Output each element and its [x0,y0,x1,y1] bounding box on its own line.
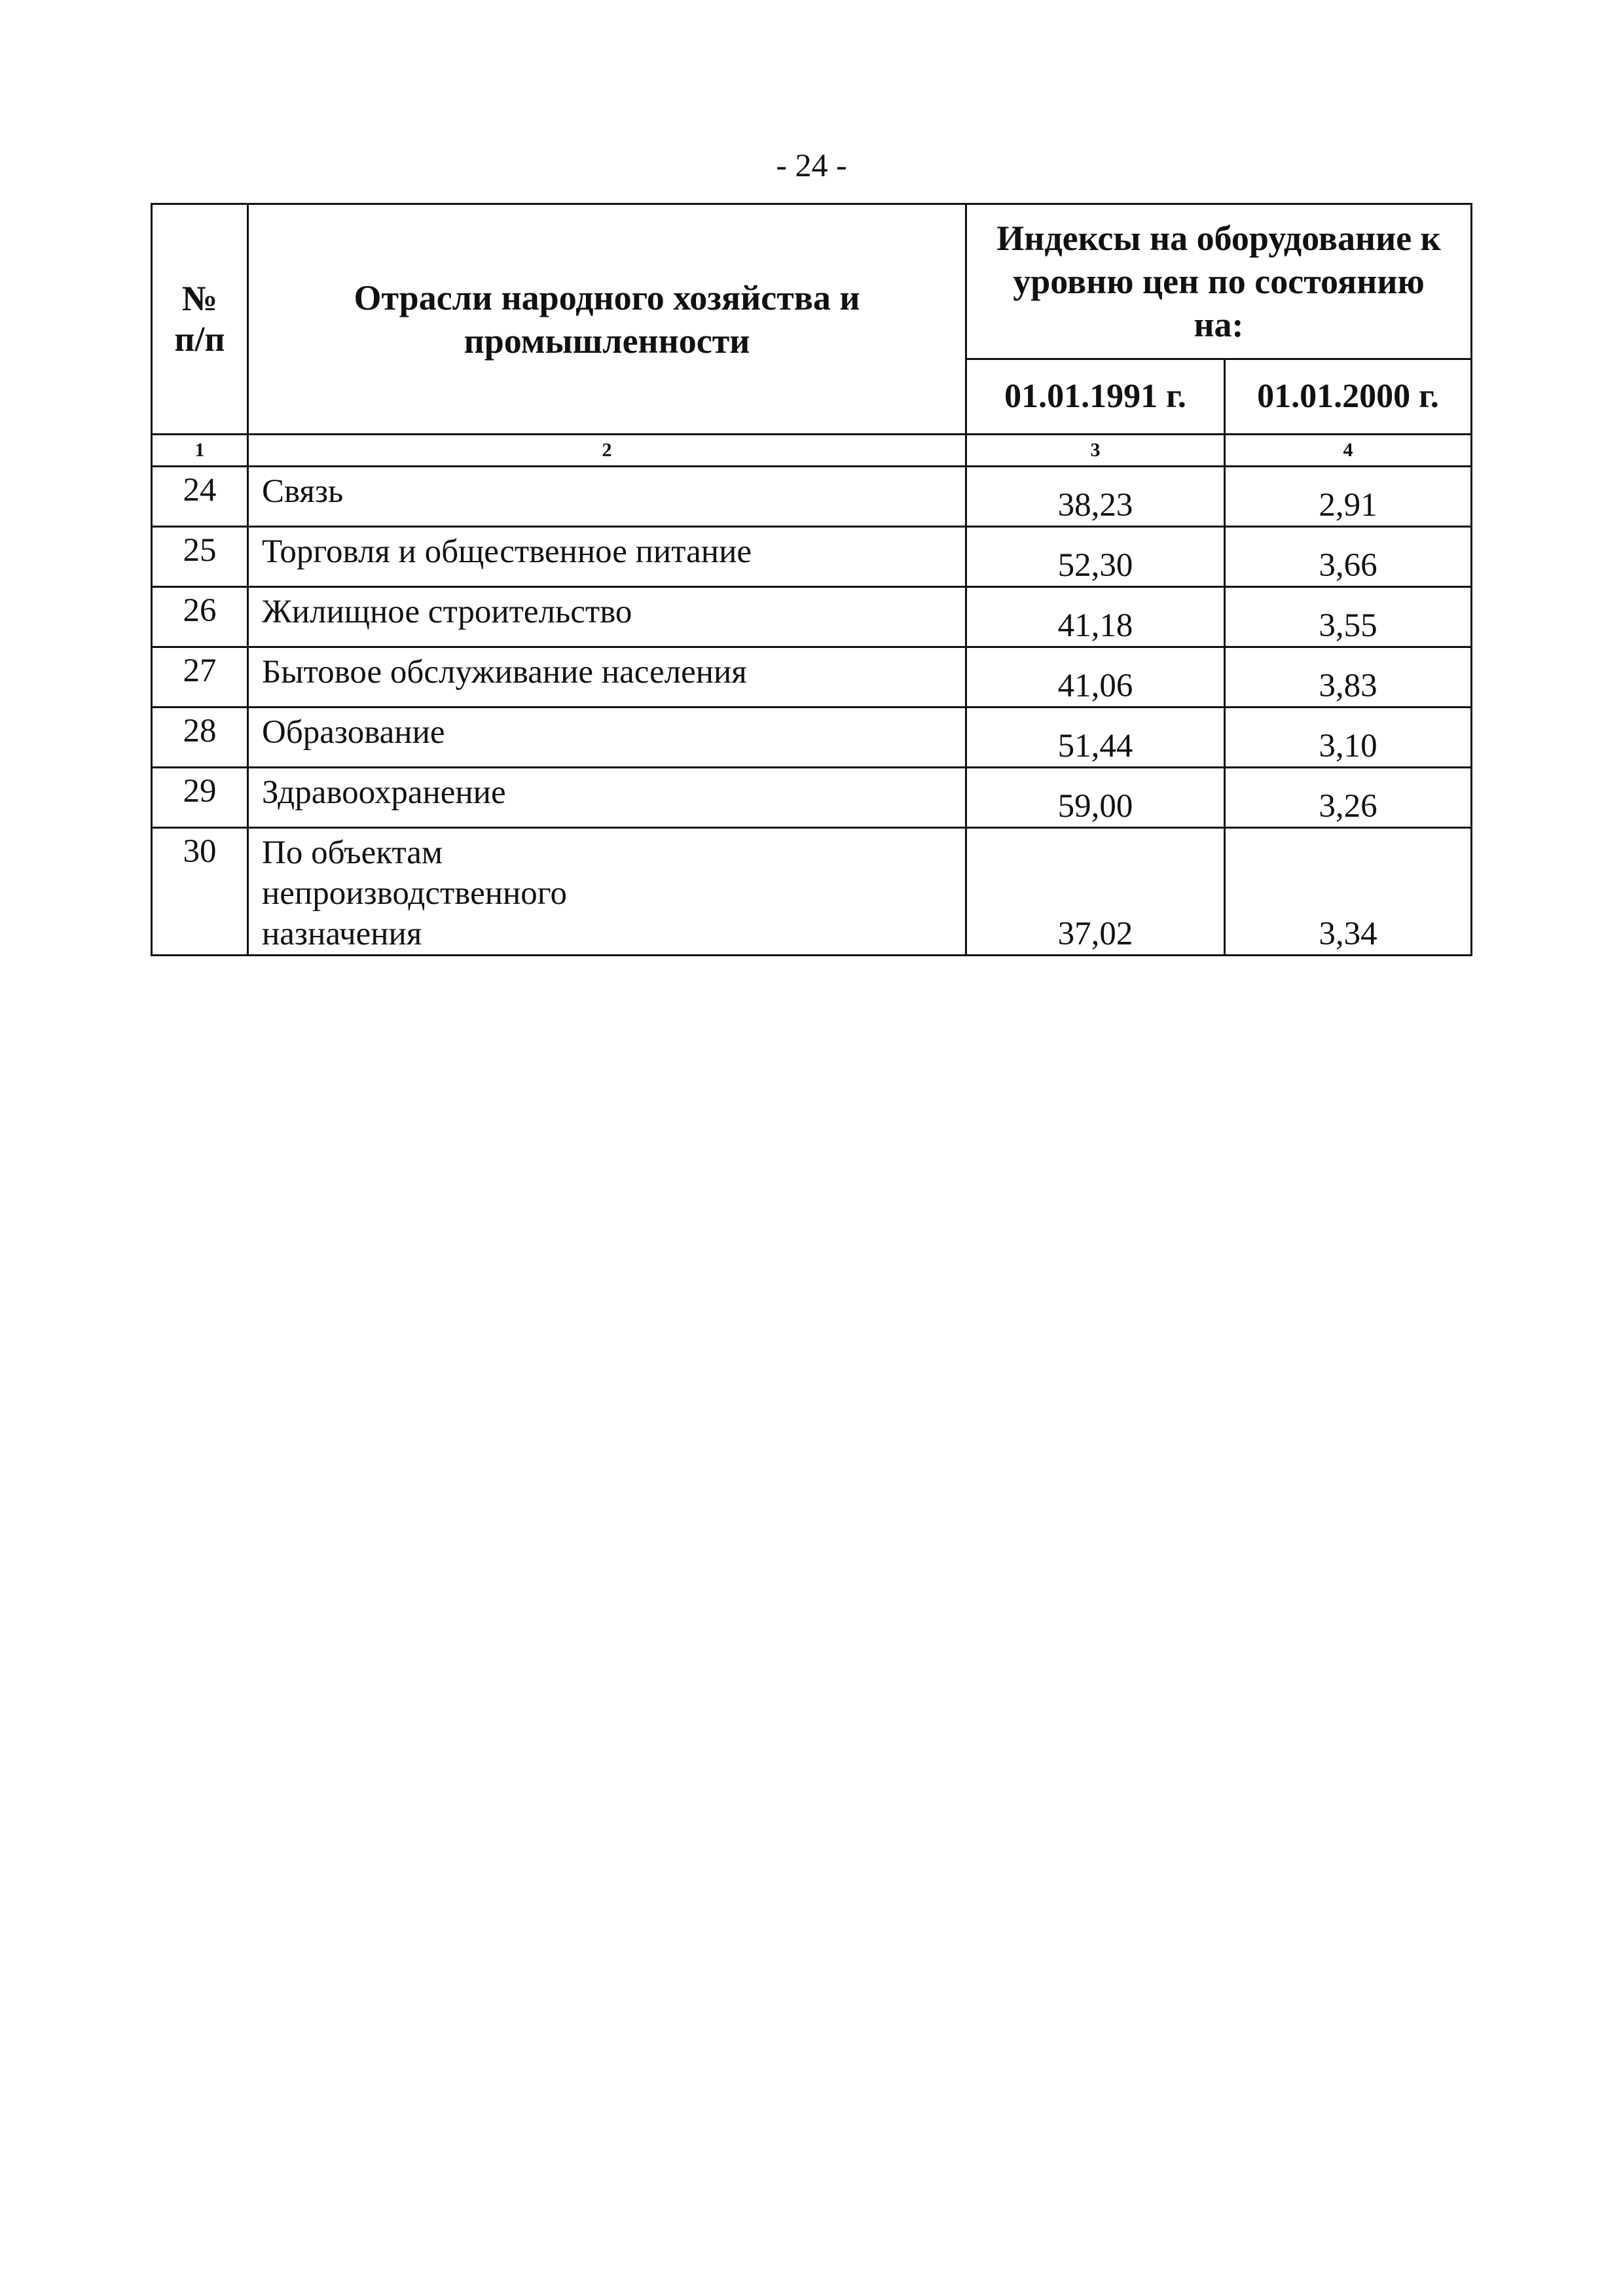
header-industry-label: Отрасли народного хозяйства и промышленности [354,278,860,361]
header-number-label: № п/п [174,279,225,359]
row-number: 24 [152,467,248,527]
column-number: 2 [248,435,966,467]
row-number: 27 [152,647,248,708]
row-industry: Бытовое обслуживание населения [248,647,966,708]
row-number: 25 [152,527,248,587]
row-index-1991: 51,44 [966,708,1225,768]
header-number [152,204,248,435]
header-date-2000: 01.01.2000 г. [1225,359,1472,435]
table-row [152,587,1472,647]
row-index-2000: 3,66 [1225,527,1472,587]
page-number: - 24 - [776,147,847,183]
row-index-1991: 41,18 [966,587,1225,647]
header-indices-group [966,204,1472,359]
row-industry: Здравоохранение [248,768,966,828]
row-index-1991: 41,06 [966,647,1225,708]
table-row [152,708,1472,768]
row-industry: Образование [248,708,966,768]
table-row [152,768,1472,828]
table-row [152,527,1472,587]
table-row [152,828,1472,956]
row-number: 29 [152,768,248,828]
row-number: 28 [152,708,248,768]
row-industry: По объектам непроизводственного назначения [248,828,966,956]
row-index-2000: 2,91 [1225,467,1472,527]
row-index-1991: 59,00 [966,768,1225,828]
row-index-2000: 3,83 [1225,647,1472,708]
row-industry: Жилищное строительство [248,587,966,647]
row-industry: Торговля и общественное питание [248,527,966,587]
column-number: 4 [1225,435,1472,467]
table-row [152,467,1472,527]
header-indices-label: Индексы на оборудование к уровню цен по состоянию на: [996,219,1441,344]
column-number-row [152,435,1472,467]
row-index-2000: 3,55 [1225,587,1472,647]
price-index-table [151,203,1472,956]
header-date-1991: 01.01.1991 г. [966,359,1225,435]
row-index-2000: 3,10 [1225,708,1472,768]
row-index-2000: 3,34 [1225,828,1472,956]
row-index-1991: 38,23 [966,467,1225,527]
column-number: 3 [966,435,1225,467]
row-number: 30 [152,828,248,956]
row-industry: Связь [248,467,966,527]
column-number: 1 [152,435,248,467]
row-index-2000: 3,26 [1225,768,1472,828]
row-number: 26 [152,587,248,647]
header-industry [248,204,966,435]
table-row [152,647,1472,708]
row-index-1991: 52,30 [966,527,1225,587]
table-header-row [152,204,1472,359]
row-index-1991: 37,02 [966,828,1225,956]
